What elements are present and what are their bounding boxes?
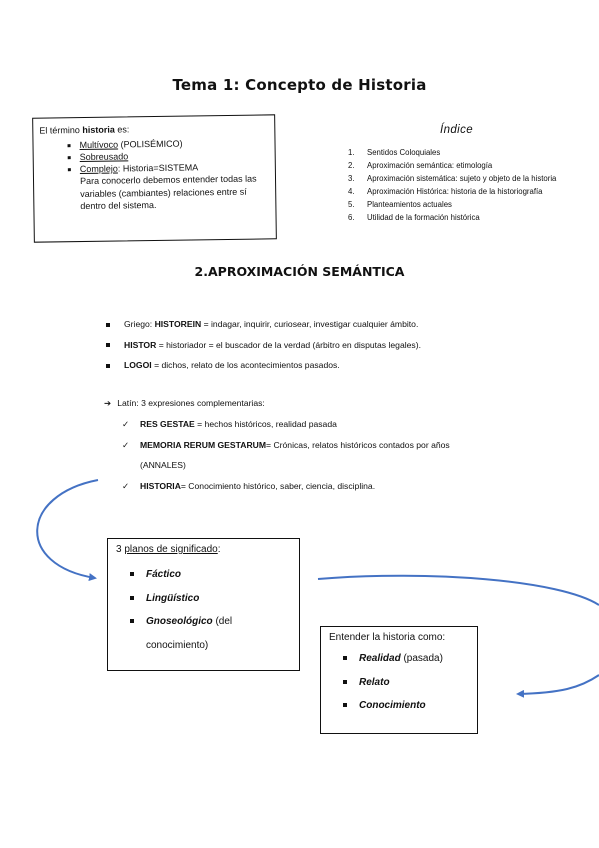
- planos-item: Fáctico: [116, 563, 291, 587]
- latin-item: ✓ RES GESTAE = hechos históricos, realidad pasada: [122, 414, 450, 435]
- entender-item: Conocimiento: [329, 694, 469, 718]
- index-item: 6. Utilidad de la formación histórica: [348, 213, 480, 222]
- intro-text: El término: [39, 125, 83, 136]
- latin-item: ✓ HISTORIA= Conocimiento histórico, saber, ciencia, disciplina.: [122, 476, 450, 497]
- check-icon: ✓: [122, 480, 130, 491]
- check-icon: ✓: [122, 419, 130, 429]
- index-title: Índice: [440, 124, 474, 136]
- planos-title: 3 planos de significado:: [116, 544, 221, 555]
- arrow-right-icon: ➔: [104, 398, 112, 408]
- entender-item: Realidad (pasada): [329, 647, 469, 671]
- latin-heading: ➔ Latín: 3 expresiones complementarias:: [104, 398, 265, 408]
- arrow-to-entender: [518, 675, 599, 694]
- planos-item: Lingüístico: [116, 587, 291, 611]
- greek-item: Griego: HISTOREIN = indagar, inquirir, curiosear, investigar cualquier ámbito.: [106, 314, 421, 335]
- greek-item: LOGOI = dichos, relato de los acontecimientos pasados.: [106, 355, 421, 376]
- definition-item: ▪ Complejo: Historia=SISTEMA: [80, 160, 269, 175]
- index-item: 2. Aproximación semántica: etimología: [348, 161, 493, 170]
- index-item: 5. Planteamientos actuales: [348, 200, 452, 209]
- index-item: 1. Sentidos Coloquiales: [348, 148, 441, 157]
- check-icon: ✓: [122, 439, 130, 450]
- index-item: 4. Aproximación Histórica: historia de la historiografía: [348, 187, 543, 196]
- page-title: Tema 1: Concepto de Historia: [172, 76, 427, 94]
- section-title: 2.APROXIMACIÓN SEMÁNTICA: [194, 264, 405, 279]
- entender-title: Entender la historia como:: [329, 632, 446, 643]
- latin-item-continuation: (ANNALES): [140, 460, 186, 470]
- curved-arrow-right: [318, 576, 599, 605]
- intro-bold: historia: [82, 124, 115, 136]
- planos-item: Gnoseológico (del: [116, 610, 291, 634]
- intro-suffix: es:: [114, 124, 130, 135]
- latin-item: ✓ MEMORIA RERUM GESTARUM= Crónicas, relatos históricos contados por años: [122, 435, 450, 456]
- definition-paragraph: Para conocerlo debemos entender todas las variables (cambiantes) relaciones entre sí dentro del sistema.: [79, 173, 257, 212]
- entender-item: Relato: [329, 671, 469, 695]
- definition-item: ▪ Sobreusado: [80, 148, 269, 163]
- curved-arrow-left: [37, 480, 98, 578]
- definition-item: ▪ Multívoco (POLISÉMICO): [79, 136, 268, 151]
- greek-item: HISTOR = historiador = el buscador de la verdad (árbitro en disputas legales).: [106, 335, 421, 356]
- index-item: 3. Aproximación sistemática: sujeto y objeto de la historia: [348, 174, 557, 183]
- planos-item-continuation: conocimiento): [146, 639, 209, 651]
